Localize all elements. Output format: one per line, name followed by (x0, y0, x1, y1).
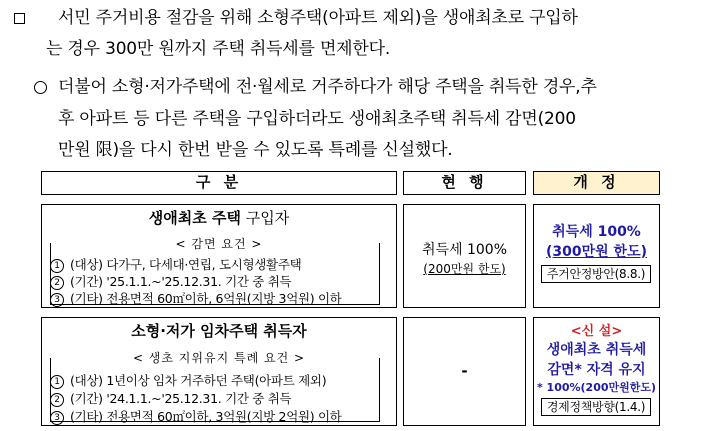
row2-revised-tag: <신 설> (570, 324, 623, 339)
row1-revised-line2: (300만원 한도) (546, 244, 647, 260)
row2-current-cell (403, 317, 526, 426)
row2-item-1: 1 (대상) 1년이상 임차 거주하던 주택(아파트 제외) (50, 371, 326, 389)
row2-revised-cell (533, 317, 660, 426)
row2-revised-line2: 감면* 자격 유지 (547, 362, 646, 378)
circle-bullet-icon (34, 81, 47, 94)
header-category: 구 분 (41, 171, 397, 195)
row2-item-3: 3 (기타) 전용면적 60㎡이하, 3억원(지방 2억원) 이하 (50, 407, 342, 425)
row1-revised-cell (533, 204, 660, 308)
circled-number-icon: 2 (50, 393, 64, 407)
row1-item-3: 3 (기타) 전용면적 60㎡이하, 6억원(지방 3억원) 이하 (50, 289, 342, 307)
intro-line-2: 는 경우 300만 원까지 주택 취득세를 면제한다. (46, 39, 391, 59)
sub-line-1: 더불어 소형·저가주택에 전·월세로 거주하다가 해당 주택을 취득한 경우,추 (58, 77, 597, 97)
header-current: 현 행 (403, 171, 526, 195)
row1-current-line1: 취득세 100% (421, 242, 508, 258)
sub-line-2: 후 아파트 등 다른 주택을 구입하더라도 생애최초주택 취득세 감면(200 (58, 109, 576, 129)
row2-subtitle: < 생초 지위유지 특례 요건 > (132, 351, 306, 365)
row1-current-line2: (200만원 한도) (423, 262, 506, 276)
row2-title: 소형·저가 임차주택 취득자 (131, 322, 307, 340)
row1-title-rest: 구입자 (240, 209, 290, 227)
row1-item-2: 2 (기간) '25.1.1.~'25.12.31. 기간 중 취득 (50, 272, 291, 290)
row1-subtitle: < 감면 요건 > (175, 237, 263, 251)
header-revised: 개 정 (533, 171, 660, 195)
row1-item-1: 1 (대상) 다가구, 다세대·연립, 도시형생활주택 (50, 255, 301, 273)
row1-title-bold: 생애최초 주택 (148, 209, 241, 227)
square-bullet-icon (14, 13, 25, 24)
row2-revised-note: * 100%(200만원한도) (536, 381, 657, 394)
row1-category-cell (41, 204, 397, 308)
row2-category-cell (41, 317, 397, 426)
circled-number-icon: 1 (50, 259, 64, 273)
row1-revised-source: 주거안정방안(8.8.) (541, 265, 651, 283)
row1-current-cell (403, 204, 526, 308)
row2-revised-source: 경제정책방향(1.4.) (541, 398, 651, 416)
row1-title (42, 207, 396, 228)
row1-revised-line1: 취득세 100% (552, 224, 641, 240)
row2-item-2: 2 (기간) '24.1.1.~'25.12.31. 기간 중 취득 (50, 389, 291, 407)
sub-line-3: 만원 限)을 다시 한번 받을 수 있도록 특례를 신설했다. (58, 140, 453, 160)
circled-number-icon: 2 (50, 276, 64, 290)
circled-number-icon: 3 (50, 411, 64, 425)
row2-revised-line1: 생애최초 취득세 (546, 342, 647, 358)
row2-current: - (461, 362, 468, 380)
intro-line-1: 서민 주거비용 절감을 위해 소형주택(아파트 제외)을 생애최초로 구입하 (58, 8, 578, 28)
circled-number-icon: 1 (50, 375, 64, 389)
circled-number-icon: 3 (50, 293, 64, 307)
